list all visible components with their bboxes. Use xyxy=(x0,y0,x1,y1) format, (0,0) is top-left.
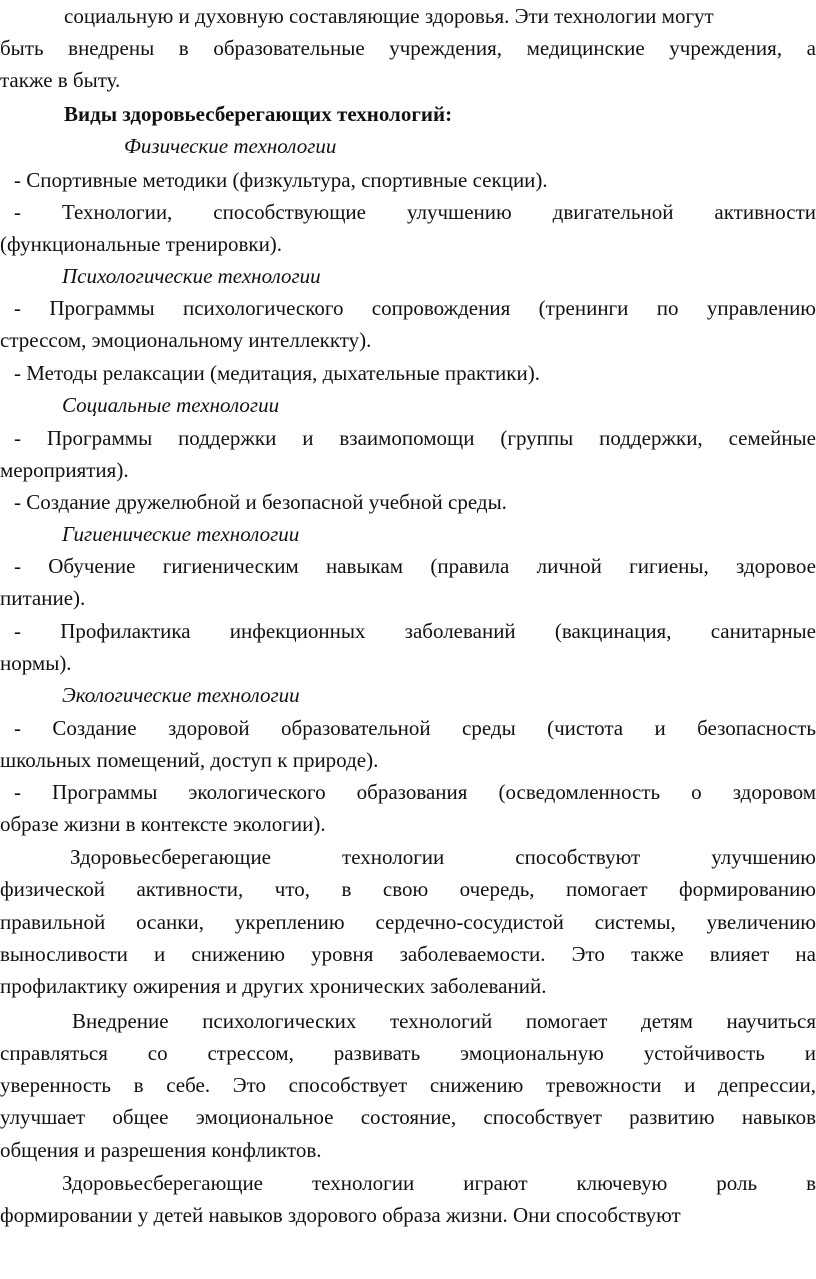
list-item-continuation: образе жизни в контексте экологии). xyxy=(0,812,326,836)
list-item: - Создание здоровой образовательной среды (чистота и безопасность xyxy=(14,716,816,740)
paragraph-line: справляться со стрессом, развивать эмоциональную устойчивость и xyxy=(0,1041,816,1065)
paragraph-line: Здоровьесберегающие технологии способствуют улучшению xyxy=(70,845,816,869)
paragraph-line: профилактику ожирения и других хронических заболеваний. xyxy=(0,974,547,998)
subsection-heading: Социальные технологии xyxy=(62,393,280,417)
list-item-continuation: (функциональные тренировки). xyxy=(0,232,283,256)
subsection-heading: Экологические технологии xyxy=(62,683,300,707)
paragraph-line: уверенность в себе. Это способствует снижению тревожности и депрессии, xyxy=(0,1073,816,1097)
list-item: - Программы психологического сопровождения (тренинги по управлению xyxy=(14,296,816,320)
list-item: - Методы релаксации (медитация, дыхательные практики). xyxy=(14,361,540,385)
list-item-continuation: школьных помещений, доступ к природе). xyxy=(0,748,379,772)
list-item: - Профилактика инфекционных заболеваний (вакцинация, санитарные xyxy=(14,619,816,643)
paragraph-line: также в быту. xyxy=(0,68,121,92)
subsection-heading: Гигиенические технологии xyxy=(62,522,300,546)
list-item: - Обучение гигиеническим навыкам (правила личной гигиены, здоровое xyxy=(14,554,816,578)
paragraph-line: улучшает общее эмоциональное состояние, способствует развитию навыков xyxy=(0,1105,816,1129)
list-item: - Программы поддержки и взаимопомощи (группы поддержки, семейные xyxy=(14,426,816,450)
paragraph-line: правильной осанки, укреплению сердечно-сосудистой системы, увеличению xyxy=(0,910,816,934)
list-item-continuation: стрессом, эмоциональному интеллеккту). xyxy=(0,328,372,352)
list-item-continuation: нормы). xyxy=(0,651,72,675)
section-heading: Виды здоровьесберегающих технологий: xyxy=(64,102,453,126)
paragraph-line: Внедрение психологических технологий помогает детям научиться xyxy=(72,1009,816,1033)
list-item: - Технологии, способствующие улучшению двигательной активности xyxy=(14,200,816,224)
list-item-continuation: мероприятия). xyxy=(0,458,129,482)
list-item: - Программы экологического образования (осведомленность о здоровом xyxy=(14,780,816,804)
paragraph-line: формировании у детей навыков здорового образа жизни. Они способствуют xyxy=(0,1203,681,1227)
paragraph-line: социальную и духовную составляющие здоровья. Эти технологии могут xyxy=(64,4,714,28)
list-item-continuation: питание). xyxy=(0,586,86,610)
list-item: - Спортивные методики (физкультура, спортивные секции). xyxy=(14,168,548,192)
paragraph-line: физической активности, что, в свою очередь, помогает формированию xyxy=(0,877,816,901)
paragraph-line: Здоровьесберегающие технологии играют ключевую роль в xyxy=(62,1171,816,1195)
paragraph-line: быть внедрены в образовательные учреждения, медицинские учреждения, а xyxy=(0,36,816,60)
subsection-heading: Физические технологии xyxy=(124,134,337,158)
list-item: - Создание дружелюбной и безопасной учебной среды. xyxy=(14,490,507,514)
paragraph-line: общения и разрешения конфликтов. xyxy=(0,1138,322,1162)
paragraph-line: выносливости и снижению уровня заболеваемости. Это также влияет на xyxy=(0,942,816,966)
subsection-heading: Психологические технологии xyxy=(62,264,321,288)
